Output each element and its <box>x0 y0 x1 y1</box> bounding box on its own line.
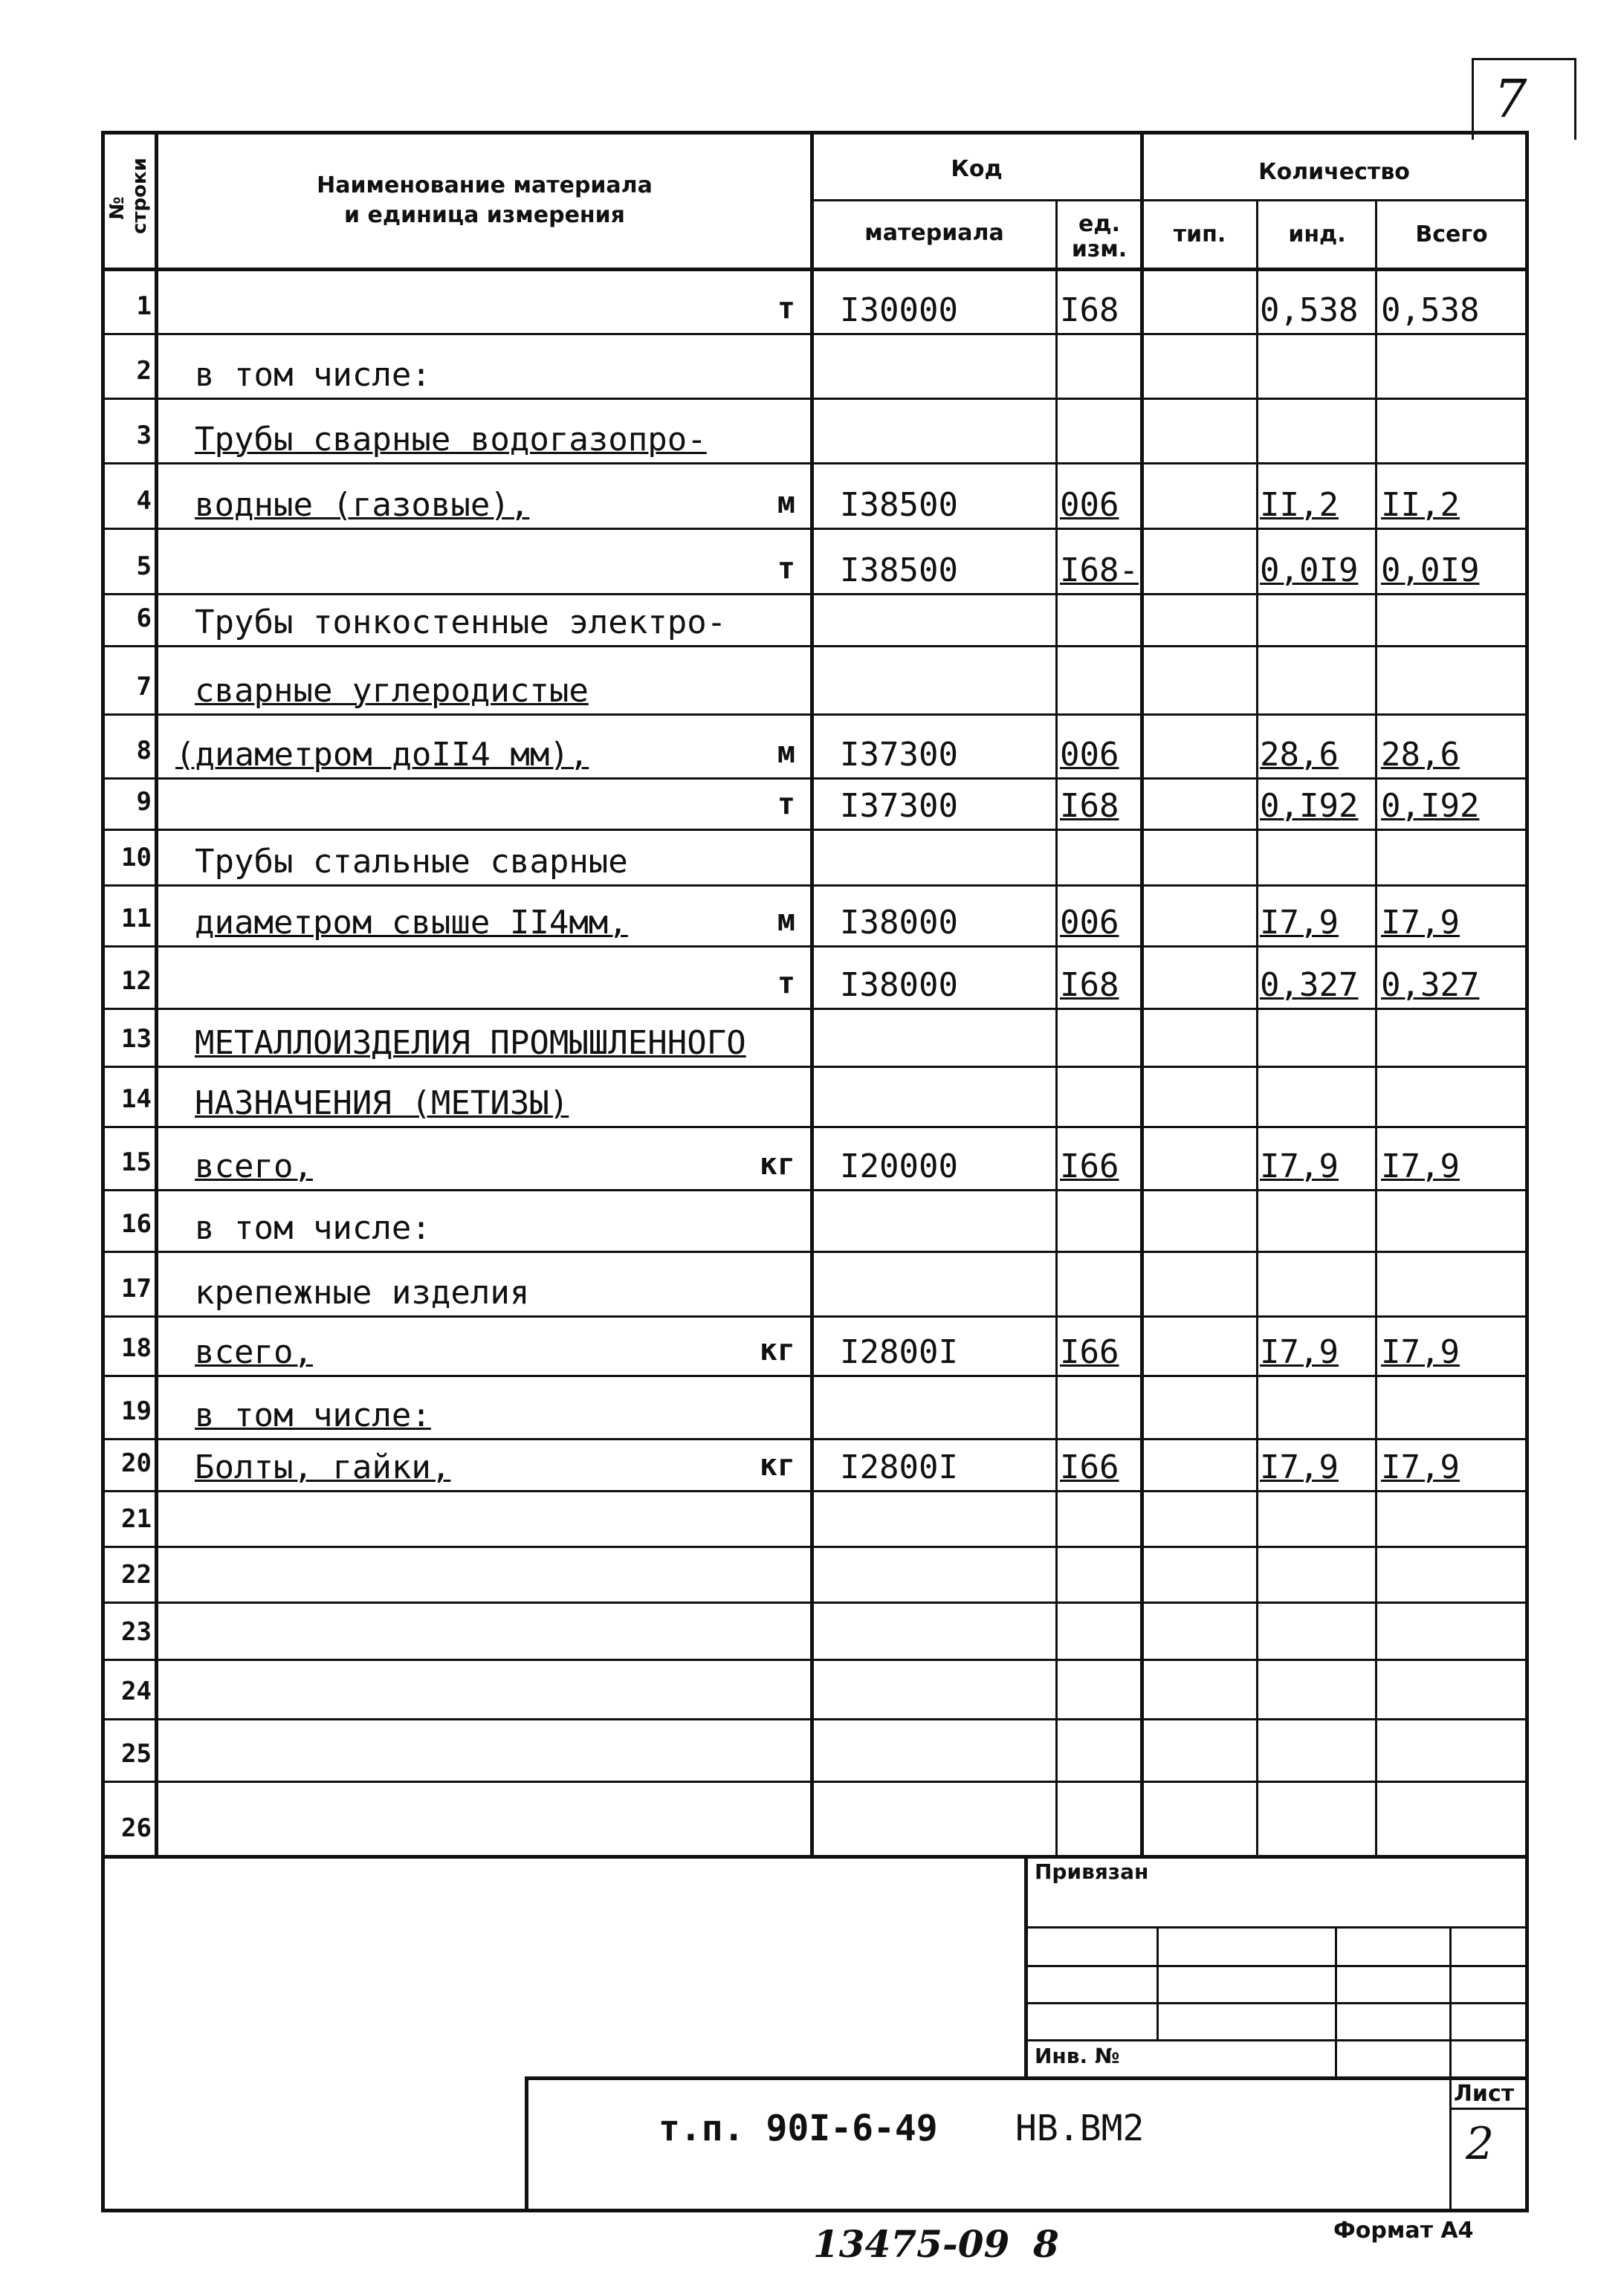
header-name-line2: и единица измерения <box>344 202 625 228</box>
handwritten-number: 13475-09 <box>813 2222 1010 2266</box>
material-code: I20000 <box>840 1147 958 1185</box>
quantity-individual: I7,9 <box>1260 1333 1339 1371</box>
row-divider <box>101 1602 1528 1604</box>
row-divider <box>101 398 1528 400</box>
quantity-individual: 28,6 <box>1260 736 1339 774</box>
unit-of-measure: т <box>777 551 795 586</box>
frame-right <box>1525 131 1529 2212</box>
inv-no-label: Инв. № <box>1035 2044 1120 2068</box>
row-divider <box>101 333 1528 335</box>
material-name: Трубы стальные сварные <box>195 843 628 881</box>
row-divider <box>101 1008 1528 1010</box>
row-divider <box>101 777 1528 780</box>
unit-code: 006 <box>1060 736 1119 774</box>
material-code: I37300 <box>840 787 958 825</box>
row-number: 15 <box>121 1147 152 1177</box>
header-total: Всего <box>1415 221 1488 247</box>
unit-code: 006 <box>1060 486 1119 524</box>
row-divider <box>101 1718 1528 1720</box>
unit-of-measure: т <box>777 966 795 1000</box>
material-code: I38000 <box>840 966 958 1004</box>
unit-code: I68 <box>1060 787 1119 825</box>
quantity-total: 0,327 <box>1381 966 1480 1004</box>
unit-code: I66 <box>1060 1147 1119 1185</box>
row-number: 8 <box>136 736 152 765</box>
unit-of-measure: м <box>777 736 795 770</box>
row-number: 5 <box>136 551 152 581</box>
row-divider <box>101 1126 1528 1128</box>
row-divider <box>101 645 1528 647</box>
header-material: материала <box>864 220 1004 246</box>
material-name: в том числе: <box>195 356 431 394</box>
unit-of-measure: м <box>777 486 795 520</box>
unit-code: I68 <box>1060 966 1119 1004</box>
material-name: сварные углеродистые <box>195 672 589 710</box>
row-number: 12 <box>121 966 152 996</box>
format-label: Формат А4 <box>1333 2218 1474 2244</box>
quantity-total: II,2 <box>1381 486 1460 524</box>
row-divider <box>101 1659 1528 1661</box>
unit-code: I68 <box>1060 291 1119 329</box>
material-name: (диаметром доII4 мм), <box>175 736 589 774</box>
row-number: 9 <box>136 787 152 817</box>
row-divider <box>101 1438 1528 1440</box>
row-number: 13 <box>121 1024 152 1054</box>
unit-of-measure: кг <box>759 1333 795 1367</box>
material-name: в том числе: <box>195 1396 431 1434</box>
row-number: 11 <box>121 904 152 933</box>
frame-bottom <box>101 2209 1529 2212</box>
sheet-number: 2 <box>1466 2118 1495 2170</box>
row-number: 3 <box>136 421 152 450</box>
row-divider <box>101 528 1528 530</box>
doc-mark: НВ.ВМ2 <box>1015 2108 1145 2149</box>
quantity-total: I7,9 <box>1381 1147 1460 1185</box>
row-number: 16 <box>121 1209 152 1239</box>
header-unit-line1: ед. <box>1078 211 1120 237</box>
material-name: всего, <box>195 1333 313 1371</box>
row-number: 10 <box>121 843 152 872</box>
row-number: 20 <box>121 1448 152 1478</box>
row-number: 19 <box>121 1396 152 1426</box>
material-code: I38500 <box>840 486 958 524</box>
row-divider <box>101 884 1528 887</box>
quantity-total: I7,9 <box>1381 1448 1460 1486</box>
header-quantity: Количество <box>1258 159 1410 185</box>
row-divider <box>101 1189 1528 1191</box>
material-code: I2800I <box>840 1333 958 1371</box>
material-code: I38500 <box>840 551 958 589</box>
header-row-no: № строки <box>106 158 151 234</box>
row-divider <box>101 829 1528 831</box>
row-divider <box>101 713 1528 716</box>
header-name-line1: Наименование материала <box>317 172 653 198</box>
row-number: 21 <box>121 1504 152 1534</box>
row-divider <box>101 1546 1528 1548</box>
unit-of-measure: м <box>777 904 795 938</box>
row-number: 17 <box>121 1274 152 1304</box>
quantity-individual: 0,0I9 <box>1260 551 1359 589</box>
sheet-label: Лист <box>1454 2081 1515 2107</box>
material-code: I2800I <box>840 1448 958 1486</box>
row-divider <box>101 1315 1528 1318</box>
material-code: I30000 <box>840 291 958 329</box>
material-name: Болты, гайки, <box>195 1448 451 1486</box>
handwritten-sheet: 8 <box>1033 2222 1059 2266</box>
row-number: 18 <box>121 1333 152 1363</box>
unit-of-measure: кг <box>759 1448 795 1483</box>
row-divider <box>101 593 1528 595</box>
material-name: Трубы сварные водогазопро- <box>195 421 707 459</box>
quantity-total: 0,538 <box>1381 291 1480 329</box>
quantity-total: I7,9 <box>1381 904 1460 942</box>
unit-code: 006 <box>1060 904 1119 942</box>
quantity-individual: 0,327 <box>1260 966 1359 1004</box>
unit-of-measure: т <box>777 787 795 821</box>
header-unit-line2: изм. <box>1071 236 1128 262</box>
row-number: 14 <box>121 1084 152 1114</box>
header-ind: инд. <box>1288 221 1346 247</box>
frame-top <box>101 131 1528 135</box>
linked-label: Привязан <box>1035 1859 1149 1884</box>
header-typ: тип. <box>1173 221 1226 247</box>
quantity-individual: I7,9 <box>1260 1147 1339 1185</box>
row-number: 6 <box>136 603 152 633</box>
quantity-total: 0,0I9 <box>1381 551 1480 589</box>
quantity-individual: 0,I92 <box>1260 787 1359 825</box>
unit-of-measure: кг <box>759 1147 795 1182</box>
row-divider <box>101 462 1528 464</box>
quantity-individual: I7,9 <box>1260 1448 1339 1486</box>
material-name: крепежные изделия <box>195 1274 530 1312</box>
row-divider <box>101 1781 1528 1783</box>
row-number: 25 <box>121 1739 152 1769</box>
row-divider <box>101 945 1528 948</box>
unit-code: I66 <box>1060 1333 1119 1371</box>
row-number: 23 <box>121 1617 152 1647</box>
quantity-total: I7,9 <box>1381 1333 1460 1371</box>
material-name: водные (газовые), <box>195 486 530 524</box>
row-divider <box>101 1375 1528 1377</box>
material-code: I38000 <box>840 904 958 942</box>
unit-of-measure: т <box>777 291 795 326</box>
row-number: 4 <box>136 486 152 516</box>
row-number: 7 <box>136 672 152 702</box>
row-divider <box>101 1251 1528 1253</box>
row-divider <box>101 1066 1528 1068</box>
row-number: 2 <box>136 356 152 386</box>
unit-code: I68- <box>1060 551 1139 589</box>
row-number: 24 <box>121 1677 152 1706</box>
material-name: диаметром свыше II4мм, <box>195 904 628 942</box>
row-number: 1 <box>136 291 152 321</box>
material-name: всего, <box>195 1147 313 1185</box>
material-code: I37300 <box>840 736 958 774</box>
quantity-individual: I7,9 <box>1260 904 1339 942</box>
material-name: МЕТАЛЛОИЗДЕЛИЯ ПРОМЫШЛЕННОГО <box>195 1024 746 1062</box>
material-name: Трубы тонкостенные электро- <box>195 603 727 641</box>
row-number: 22 <box>121 1560 152 1590</box>
page-number: 7 <box>1494 68 1527 129</box>
quantity-individual: II,2 <box>1260 486 1339 524</box>
material-name: НАЗНАЧЕНИЯ (МЕТИЗЫ) <box>195 1084 569 1122</box>
header-code: Код <box>951 156 1003 182</box>
unit-code: I66 <box>1060 1448 1119 1486</box>
row-divider <box>101 1490 1528 1492</box>
quantity-individual: 0,538 <box>1260 291 1359 329</box>
quantity-total: 28,6 <box>1381 736 1460 774</box>
row-number: 26 <box>121 1813 152 1843</box>
quantity-total: 0,I92 <box>1381 787 1480 825</box>
doc-code: т.п. 90I-6-49 <box>659 2108 938 2149</box>
material-name: в том числе: <box>195 1209 431 1247</box>
